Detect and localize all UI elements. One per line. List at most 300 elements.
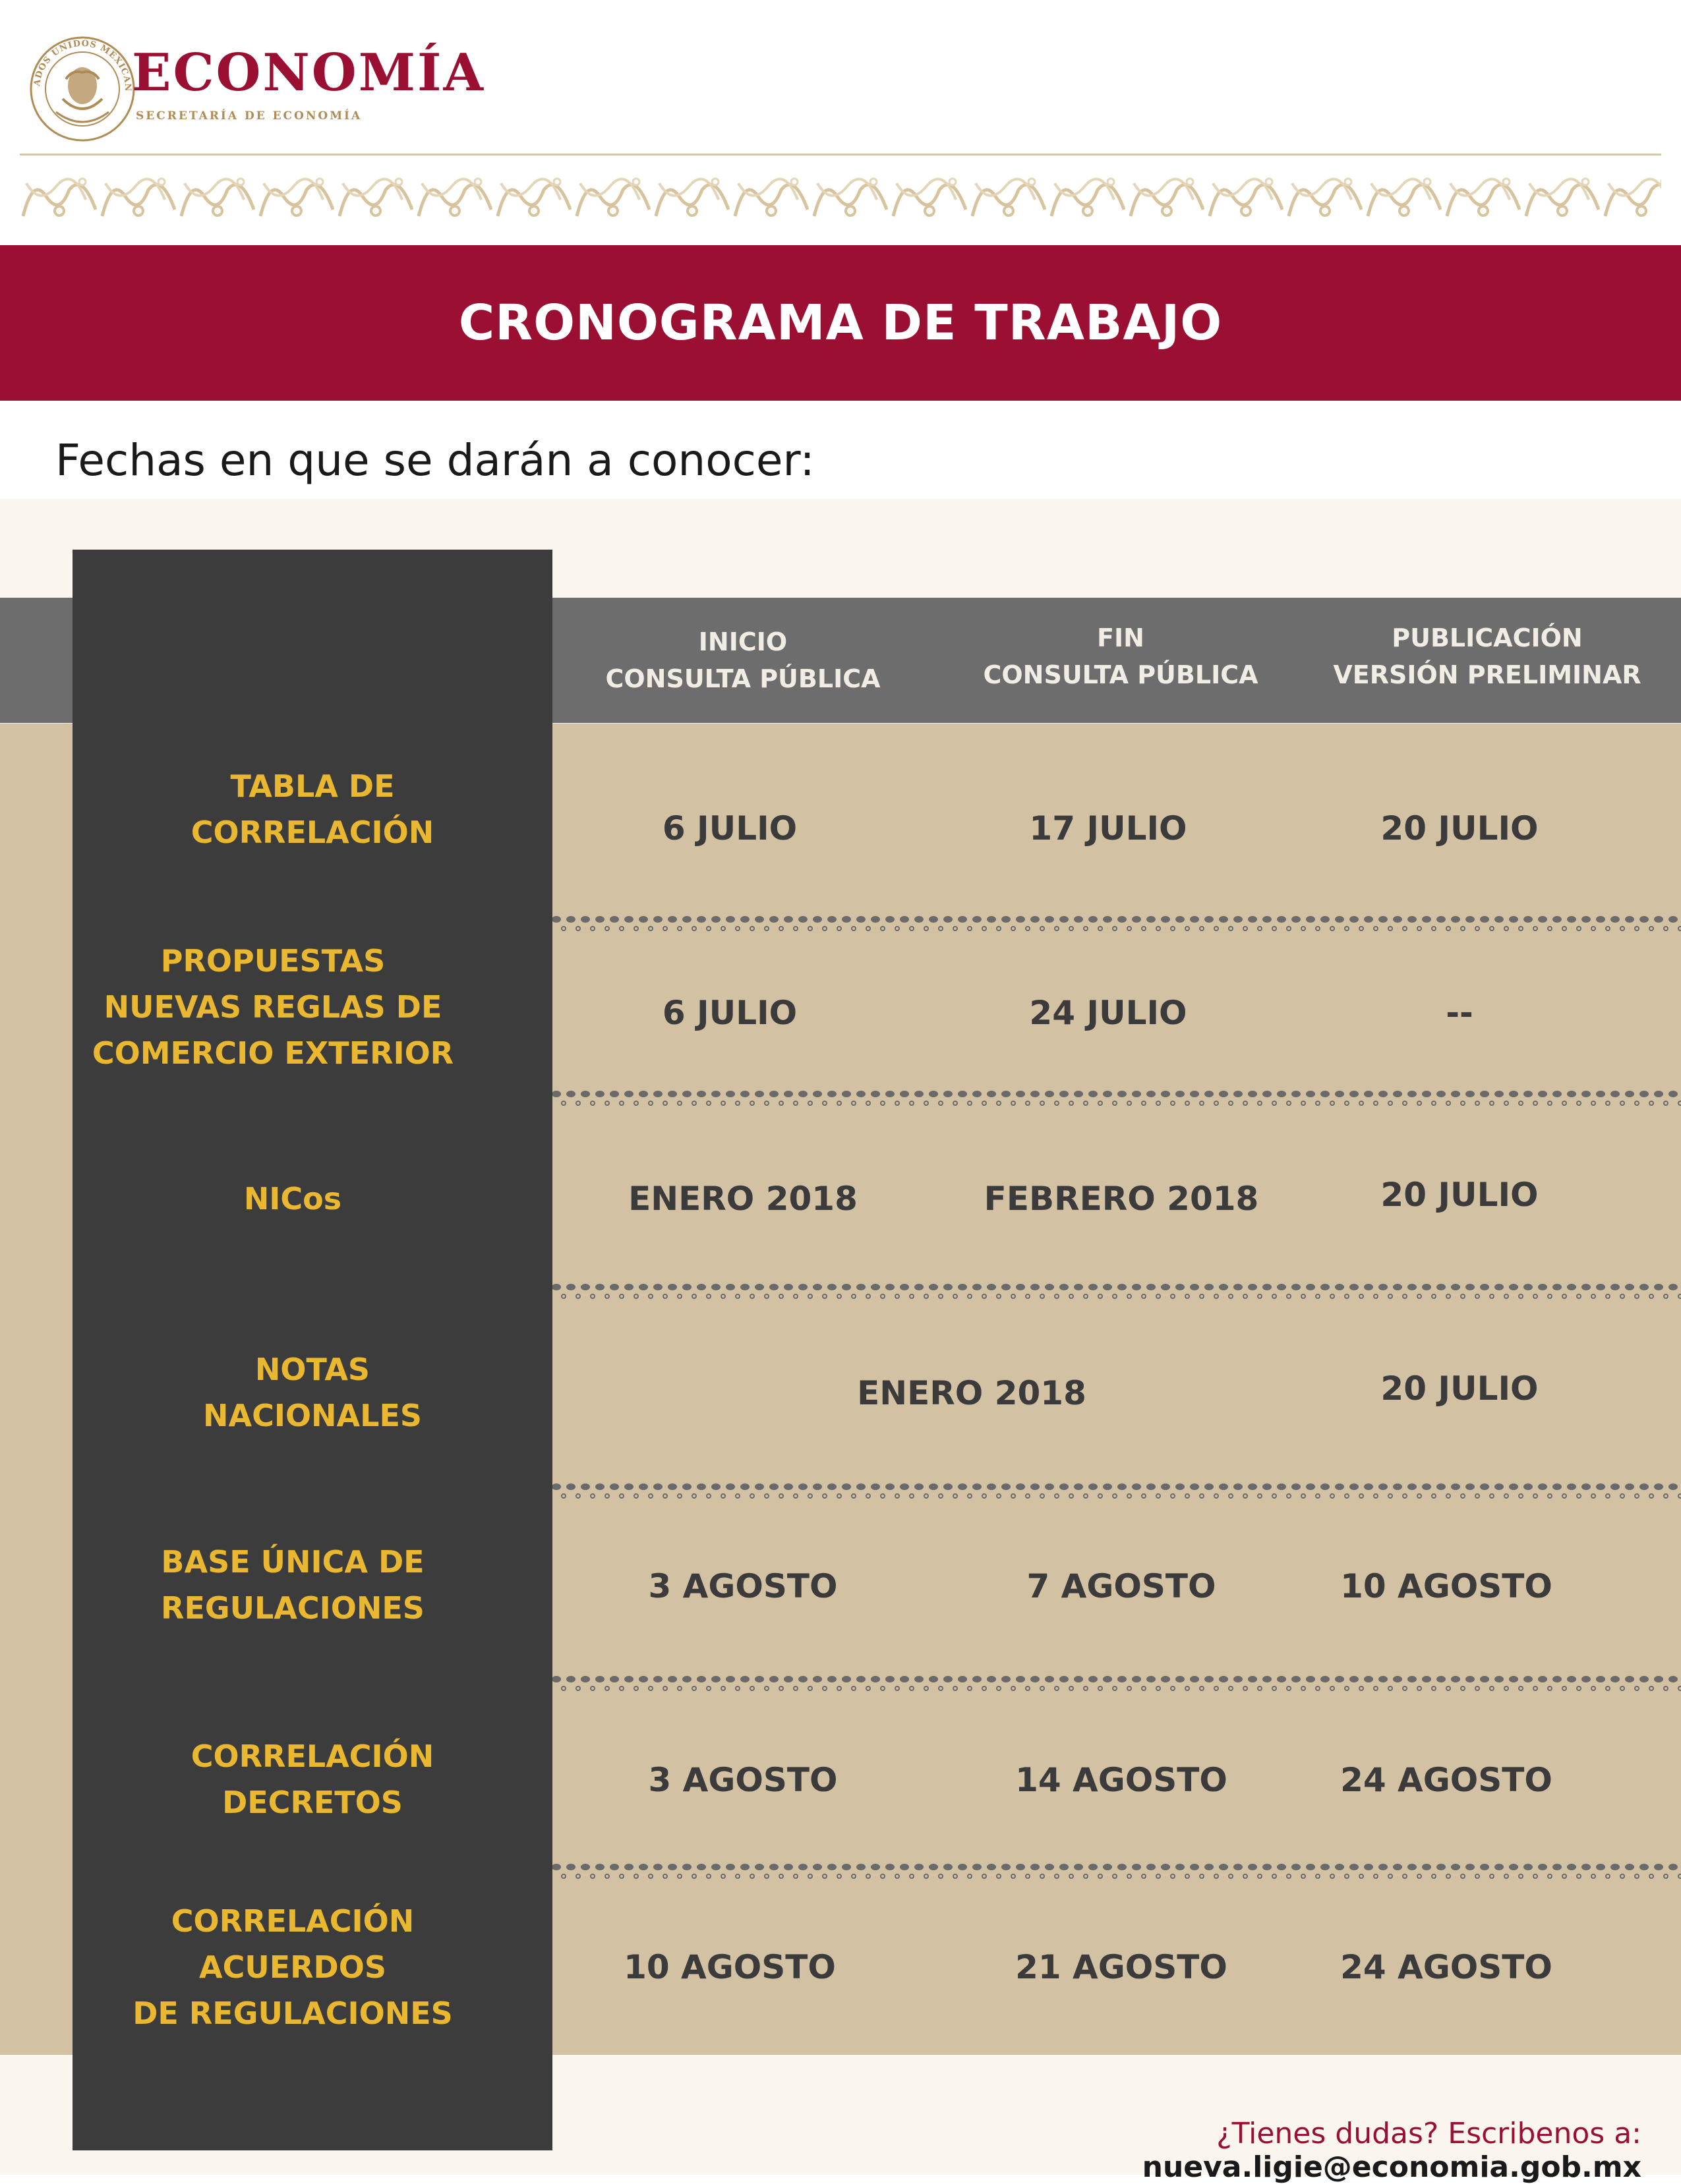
page-title: CRONOGRAMA DE TRABAJO <box>458 295 1223 351</box>
divider-dot <box>1635 1494 1639 1498</box>
divider-bead <box>1668 1091 1678 1097</box>
divider-bead <box>1059 916 1069 923</box>
divider-bead <box>1567 1091 1576 1097</box>
divider-dot <box>1330 1874 1334 1878</box>
divider-bead <box>1146 1864 1156 1870</box>
row-label <box>73 1733 552 1825</box>
divider-bead <box>1030 1483 1040 1490</box>
divider-bead <box>1161 1676 1170 1682</box>
divider-bead <box>813 916 822 923</box>
divider-bead <box>1219 1483 1228 1490</box>
divider-dot <box>982 927 986 931</box>
divider-bead <box>1335 1483 1344 1490</box>
divider-bead <box>1175 916 1185 923</box>
divider-bead <box>1001 916 1011 923</box>
divider-bead <box>1407 1864 1417 1870</box>
divider-dot <box>1301 1686 1305 1690</box>
divider-dot <box>1388 1101 1392 1105</box>
divider-bead <box>1639 1091 1649 1097</box>
divider-bead <box>798 1676 808 1682</box>
divider-dot <box>1475 1101 1479 1105</box>
divider-dot <box>1417 1294 1421 1298</box>
divider-dot <box>649 1294 653 1298</box>
divider-dot <box>649 927 653 931</box>
divider-dot <box>1084 1101 1088 1105</box>
divider-bead <box>697 1676 706 1682</box>
divider-dot <box>1461 1294 1465 1298</box>
divider-dot <box>736 1294 740 1298</box>
divider-bead <box>1480 916 1489 923</box>
divider-bead <box>740 916 750 923</box>
divider-dot <box>1678 1874 1681 1878</box>
divider-dot <box>1374 1101 1378 1105</box>
divider-dot <box>1142 1294 1146 1298</box>
divider-bead <box>1146 916 1156 923</box>
divider-dot <box>1490 1101 1494 1105</box>
divider-bead <box>1465 1483 1475 1490</box>
divider-dot <box>707 1101 711 1105</box>
divider-bead <box>1233 1864 1243 1870</box>
divider-bead <box>885 916 895 923</box>
cell-inicio: 6 JULIO <box>662 994 798 1032</box>
divider-bead <box>566 1483 575 1490</box>
divider-bead <box>1074 1864 1083 1870</box>
divider-dot <box>1156 1686 1160 1690</box>
divider-bead <box>1436 1676 1446 1682</box>
divider-dot <box>1417 1494 1421 1498</box>
divider-dot <box>1200 1874 1204 1878</box>
divider-dot <box>1330 1686 1334 1690</box>
divider-dot <box>1229 1294 1233 1298</box>
divider-bead <box>929 1091 938 1097</box>
divider-bead <box>1320 1091 1330 1097</box>
divider-dot <box>1330 1294 1334 1298</box>
divider-dot <box>1243 1686 1247 1690</box>
divider-dot <box>576 1101 580 1105</box>
divider-bead <box>1668 1676 1678 1682</box>
divider-bead <box>1349 1284 1359 1290</box>
divider-dot <box>794 1874 798 1878</box>
divider-dot <box>1432 1294 1436 1298</box>
divider-bead <box>943 1864 953 1870</box>
divider-bead <box>900 1284 909 1290</box>
divider-dot <box>721 1294 725 1298</box>
divider-dot <box>1301 1494 1305 1498</box>
divider-bead <box>1335 916 1344 923</box>
divider-bead <box>1364 916 1373 923</box>
divider-dot <box>924 1294 928 1298</box>
divider-bead <box>1132 1864 1141 1870</box>
divider-bead <box>639 1091 648 1097</box>
divider-bead <box>1190 916 1199 923</box>
divider-bead <box>1378 1483 1388 1490</box>
divider-dot <box>910 1494 914 1498</box>
divider-dot <box>721 1101 725 1105</box>
divider-bead <box>1074 916 1083 923</box>
divider-bead <box>740 1676 750 1682</box>
divider-bead <box>1364 1091 1373 1097</box>
cell-inicio: 3 AGOSTO <box>648 1761 838 1799</box>
divider-dot <box>1171 927 1175 931</box>
divider-dot <box>562 1874 566 1878</box>
divider-bead <box>682 1483 692 1490</box>
divider-bead <box>1364 1284 1373 1290</box>
divider-dot <box>808 1294 812 1298</box>
divider-dot <box>1098 1874 1102 1878</box>
divider-bead <box>1088 916 1098 923</box>
divider-dot <box>1606 1294 1610 1298</box>
divider-dot <box>1664 1294 1668 1298</box>
divider-bead <box>1219 1676 1228 1682</box>
divider-dot <box>1591 1874 1595 1878</box>
divider-bead <box>871 1676 880 1682</box>
divider-bead <box>1523 1284 1533 1290</box>
divider-bead <box>1436 1864 1446 1870</box>
divider-dot <box>895 1874 899 1878</box>
divider-bead <box>1103 1483 1112 1490</box>
divider-dot <box>1243 1101 1247 1105</box>
divider-bead <box>1581 1091 1591 1097</box>
divider-dot <box>1055 1686 1059 1690</box>
divider-bead <box>1552 1864 1562 1870</box>
divider-dot <box>1461 1686 1465 1690</box>
divider-bead <box>1016 916 1025 923</box>
divider-bead <box>1045 1284 1054 1290</box>
divider-dot <box>562 927 566 931</box>
divider-bead <box>1596 916 1605 923</box>
divider-dot <box>1562 927 1566 931</box>
divider-dot <box>750 1101 754 1105</box>
divider-dot <box>1446 927 1450 931</box>
divider-dot <box>620 1101 624 1105</box>
divider-dot <box>605 1494 609 1498</box>
divider-bead <box>1262 1676 1272 1682</box>
divider-bead <box>885 1091 895 1097</box>
divider-dot <box>1504 1101 1508 1105</box>
divider-dot <box>591 1874 595 1878</box>
divider-dot <box>1388 1686 1392 1690</box>
divider-dot <box>620 1494 624 1498</box>
divider-bead <box>1045 916 1054 923</box>
divider-dot <box>736 1494 740 1498</box>
divider-dot <box>1446 1874 1450 1878</box>
divider-dot <box>1562 1294 1566 1298</box>
column-header-line: INICIO <box>698 627 788 656</box>
divider-bead <box>610 1483 619 1490</box>
divider-dot <box>910 1686 914 1690</box>
divider-dot <box>692 1101 696 1105</box>
divider-dot <box>649 1494 653 1498</box>
divider-bead <box>1001 1091 1011 1097</box>
divider-dot <box>997 1294 1001 1298</box>
divider-bead <box>1045 1091 1054 1097</box>
divider-bead <box>1190 1676 1199 1682</box>
divider-dot <box>1156 1874 1160 1878</box>
divider-bead <box>900 1864 909 1870</box>
divider-bead <box>1407 1676 1417 1682</box>
divider-bead <box>1451 1091 1460 1097</box>
divider-dot <box>895 927 899 931</box>
divider-bead <box>1291 1284 1301 1290</box>
divider-bead <box>1393 1864 1402 1870</box>
divider-bead <box>1103 1864 1112 1870</box>
divider-bead <box>1262 1284 1272 1290</box>
divider-dot <box>1388 1294 1392 1298</box>
divider-dot <box>1185 1686 1189 1690</box>
divider-bead <box>987 1676 996 1682</box>
divider-bead <box>1610 1091 1620 1097</box>
divider-dot <box>1533 1686 1537 1690</box>
divider-bead <box>1436 916 1446 923</box>
divider-dot <box>1127 1686 1131 1690</box>
divider-bead <box>1436 1284 1446 1290</box>
divider-dot <box>736 1101 740 1105</box>
divider-bead <box>1335 1091 1344 1097</box>
divider-bead <box>1639 1284 1649 1290</box>
divider-bead <box>871 1284 880 1290</box>
divider-dot <box>1142 927 1146 931</box>
divider-bead <box>871 1483 880 1490</box>
divider-bead <box>1291 1676 1301 1682</box>
divider-dot <box>1127 1101 1131 1105</box>
divider-dot <box>1591 927 1595 931</box>
divider-bead <box>1509 916 1518 923</box>
divider-dot <box>823 1686 827 1690</box>
cell-inicio: ENERO 2018 <box>628 1180 858 1218</box>
divider-dot <box>1620 1874 1624 1878</box>
divider-bead <box>1393 1676 1402 1682</box>
seal-text: ADOS UNIDOS MEXICAN <box>32 38 133 92</box>
cell-publicacion: 10 AGOSTO <box>1340 1567 1552 1605</box>
divider-dot <box>1548 1101 1552 1105</box>
divider-dot <box>1026 1494 1030 1498</box>
divider-dot <box>1678 1494 1681 1498</box>
divider-bead <box>1306 1864 1315 1870</box>
divider-bead <box>610 1864 619 1870</box>
divider-dot <box>1055 1294 1059 1298</box>
row-label <box>53 1176 533 1222</box>
divider-dot <box>1055 1494 1059 1498</box>
divider-bead <box>1030 916 1040 923</box>
divider-dot <box>678 1874 682 1878</box>
divider-dot <box>982 1874 986 1878</box>
divider-dot <box>649 1874 653 1878</box>
divider-bead <box>1552 1676 1562 1682</box>
divider-bead <box>972 1091 982 1097</box>
divider-bead <box>581 916 590 923</box>
divider-dot <box>1374 1874 1378 1878</box>
divider-dot <box>765 1686 769 1690</box>
divider-dot <box>1026 1874 1030 1878</box>
divider-dot <box>968 927 972 931</box>
divider-dot <box>1562 1494 1566 1498</box>
cell-fin: 17 JULIO <box>1029 809 1187 848</box>
divider-dot <box>794 1494 798 1498</box>
divider-dot <box>1606 1686 1610 1690</box>
divider-bead <box>1146 1284 1156 1290</box>
divider-dot <box>1635 1686 1639 1690</box>
divider-bead <box>856 1483 866 1490</box>
contact-email-link[interactable]: nueva.ligie@economia.gob.mx <box>1142 2150 1641 2184</box>
divider-bead <box>842 1676 851 1682</box>
divider-bead <box>1523 1483 1533 1490</box>
divider-bead <box>1378 1676 1388 1682</box>
divider-bead <box>755 1864 764 1870</box>
divider-dot <box>1316 1494 1320 1498</box>
divider-bead <box>769 1284 779 1290</box>
divider-bead <box>900 1483 909 1490</box>
divider-dot <box>924 927 928 931</box>
divider-dot <box>1504 1294 1508 1298</box>
divider-bead <box>769 1091 779 1097</box>
divider-dot <box>663 1101 667 1105</box>
divider-bead <box>639 1676 648 1682</box>
divider-dot <box>1040 1686 1044 1690</box>
divider-dot <box>895 1294 899 1298</box>
divider-bead <box>1393 1091 1402 1097</box>
divider-bead <box>639 916 648 923</box>
divider-dot <box>634 1686 638 1690</box>
divider-dot <box>1432 1494 1436 1498</box>
divider-bead <box>1306 1483 1315 1490</box>
divider-dot <box>1620 1294 1624 1298</box>
divider-bead <box>1494 1483 1504 1490</box>
row-label-line: TABLA DE <box>230 768 395 804</box>
divider-bead <box>1074 1483 1083 1490</box>
divider-bead <box>1538 1091 1547 1097</box>
divider-dot <box>1200 1686 1204 1690</box>
divider-dot <box>1446 1686 1450 1690</box>
divider-dot <box>1475 927 1479 931</box>
divider-bead <box>871 916 880 923</box>
divider-bead <box>842 916 851 923</box>
row-label-line: PROPUESTAS <box>160 943 386 979</box>
divider-dot <box>1359 927 1363 931</box>
divider-bead <box>1494 1676 1504 1682</box>
divider-dot <box>1664 1874 1668 1878</box>
divider-bead <box>1132 1676 1141 1682</box>
divider-bead <box>682 1091 692 1097</box>
divider-dot <box>1606 927 1610 931</box>
divider-bead <box>624 1483 634 1490</box>
divider-bead <box>1045 1676 1054 1682</box>
divider-bead <box>1523 1676 1533 1682</box>
divider-dot <box>968 1294 972 1298</box>
divider-bead <box>566 1864 575 1870</box>
divider-bead <box>581 1676 590 1682</box>
divider-bead <box>610 916 619 923</box>
divider-bead <box>885 1676 895 1682</box>
brand-subtitle: SECRETARÍA DE ECONOMÍA <box>136 109 363 123</box>
divider-bead <box>1291 916 1301 923</box>
divider-bead <box>784 1676 793 1682</box>
divider-dot <box>620 927 624 931</box>
divider-dot <box>924 1494 928 1498</box>
divider-dot <box>794 927 798 931</box>
divider-dot <box>953 1874 957 1878</box>
row-label <box>73 1346 552 1439</box>
divider-dot <box>808 1874 812 1878</box>
divider-dot <box>1548 1294 1552 1298</box>
divider-dot <box>1069 1294 1073 1298</box>
divider-dot <box>1026 1686 1030 1690</box>
divider-bead <box>1349 1483 1359 1490</box>
divider-dot <box>605 1874 609 1878</box>
divider-bead <box>958 1284 967 1290</box>
divider-dot <box>1664 1494 1668 1498</box>
divider-dot <box>1490 1294 1494 1298</box>
divider-bead <box>1538 1864 1547 1870</box>
divider-dot <box>808 1494 812 1498</box>
divider-dot <box>1040 927 1044 931</box>
divider-bead <box>552 1284 561 1290</box>
divider-dot <box>1272 927 1276 931</box>
divider-bead <box>595 1483 605 1490</box>
divider-dot <box>1214 1294 1218 1298</box>
divider-bead <box>581 1483 590 1490</box>
divider-bead <box>1451 1676 1460 1682</box>
divider-dot <box>794 1294 798 1298</box>
divider-bead <box>784 1091 793 1097</box>
row-label-line: CORRELACIÓN <box>171 1903 415 1939</box>
divider-dot <box>1316 1686 1320 1690</box>
divider-dot <box>1156 1494 1160 1498</box>
divider-bead <box>668 1483 677 1490</box>
divider-dot <box>1461 927 1465 931</box>
divider-dot <box>866 1294 870 1298</box>
divider-bead <box>1596 1864 1605 1870</box>
divider-bead <box>1509 1091 1518 1097</box>
divider-bead <box>1465 916 1475 923</box>
divider-bead <box>711 1676 721 1682</box>
divider-bead <box>581 1864 590 1870</box>
divider-dot <box>852 927 856 931</box>
divider-bead <box>1610 916 1620 923</box>
divider-dot <box>620 1874 624 1878</box>
divider-dot <box>678 1686 682 1690</box>
divider-bead <box>697 1864 706 1870</box>
divider-bead <box>798 916 808 923</box>
divider-bead <box>1422 1483 1431 1490</box>
divider-dot <box>881 1874 885 1878</box>
divider-dot <box>808 1101 812 1105</box>
divider-dot <box>1316 927 1320 931</box>
divider-bead <box>929 1483 938 1490</box>
divider-dot <box>1200 1494 1204 1498</box>
divider-dot <box>1330 927 1334 931</box>
divider-bead <box>1030 1676 1040 1682</box>
divider-bead <box>726 916 735 923</box>
divider-bead <box>827 1284 837 1290</box>
divider-bead <box>755 1284 764 1290</box>
divider-dot <box>1533 1294 1537 1298</box>
divider-dot <box>1098 1686 1102 1690</box>
divider-dot <box>1229 1874 1233 1878</box>
divider-dot <box>968 1686 972 1690</box>
divider-dot <box>1620 1686 1624 1690</box>
divider-bead <box>726 1284 735 1290</box>
divider-bead <box>668 1864 677 1870</box>
divider-bead <box>624 916 634 923</box>
divider-dot <box>997 1874 1001 1878</box>
divider-dot <box>910 1874 914 1878</box>
divider-dot <box>1548 927 1552 931</box>
divider-bead <box>1567 1483 1576 1490</box>
divider-bead <box>1538 1676 1547 1682</box>
divider-dot <box>1533 927 1537 931</box>
divider-dot <box>634 1494 638 1498</box>
divider-bead <box>711 1091 721 1097</box>
